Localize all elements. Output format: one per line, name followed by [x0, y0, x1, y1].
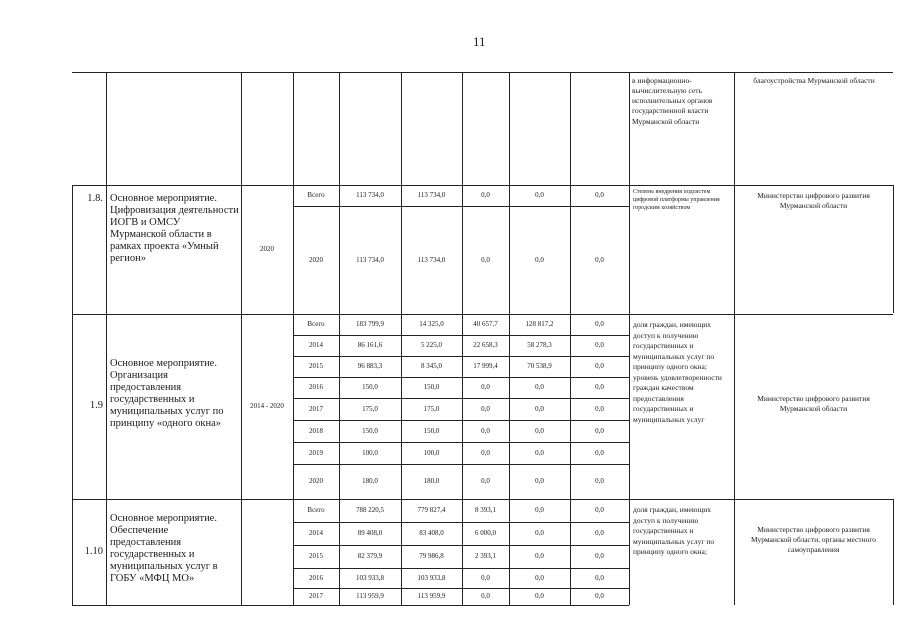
amount-cell: 103 933,8: [356, 573, 384, 582]
amount-cell: 0,0: [535, 255, 544, 264]
amount-cell: 8 393,1: [475, 506, 496, 515]
amount-cell: 0,0: [535, 426, 544, 435]
row-number: 1.8.: [87, 193, 103, 204]
col-line: [734, 72, 735, 605]
amount-cell: 0,0: [595, 506, 604, 515]
page-number: 11: [473, 34, 486, 49]
amount-cell: 113 959,9: [417, 592, 446, 601]
amount-cell: 0,0: [595, 552, 604, 561]
amount-cell: 0,0: [595, 255, 604, 264]
amount-cell: 113 734,0: [356, 255, 384, 264]
amount-cell: 128 817,2: [525, 320, 554, 329]
row-line: [72, 72, 629, 73]
col-line: [629, 72, 630, 605]
amount-cell: 0,0: [481, 404, 490, 413]
year-cell: 2016: [309, 573, 323, 582]
amount-cell: 0,0: [481, 383, 490, 392]
amount-cell: 40 657,7: [473, 320, 498, 329]
amount-cell: 0,0: [595, 592, 604, 601]
col-line: [106, 72, 107, 605]
amount-cell: 0,0: [481, 255, 490, 264]
year-cell: 2018: [309, 426, 323, 435]
amount-cell: 82 379,9: [357, 552, 383, 561]
amount-cell: 0,0: [595, 426, 604, 435]
amount-cell: 0,0: [535, 592, 544, 601]
amount-cell: 100,0: [423, 448, 440, 457]
year-cell: 2016: [309, 383, 323, 392]
row-line: [629, 72, 893, 73]
row-line: [72, 605, 629, 606]
amount-cell: 22 658,3: [473, 341, 498, 350]
amount-cell: 17 999,4: [473, 362, 498, 371]
activity-name: Основное мероприятие. Организация предоставления государственных и муниципальных услуг по принципу «одного окна»: [110, 358, 224, 430]
period: 2020: [260, 245, 274, 254]
amount-cell: 0,0: [535, 477, 544, 486]
amount-cell: 175,0: [423, 404, 440, 413]
amount-cell: 0,0: [535, 448, 544, 457]
amount-cell: 0,0: [481, 448, 490, 457]
amount-cell: 0,0: [595, 404, 604, 413]
amount-cell: 103 933,8: [417, 573, 446, 582]
year-cell: 2019: [309, 448, 323, 457]
amount-cell: 8 345,0: [421, 362, 442, 371]
indicator: доля граждан, имеющих доступ к получению государственных и муниципальных услуг по принципу одного окна; уровень удовлетворенности граждан качеством предоставления государственных и муниципальных услуг: [633, 320, 722, 424]
executor: Министерство цифрового развития Мурманской области: [757, 394, 870, 414]
col-line: [72, 185, 73, 605]
amount-cell: 58 278,3: [527, 341, 552, 350]
amount-cell: 86 161,6: [357, 341, 383, 350]
year-cell: Всего: [307, 506, 325, 515]
amount-cell: 150,0: [362, 383, 378, 392]
amount-cell: 150,0: [362, 426, 378, 435]
amount-cell: 100,0: [362, 448, 378, 457]
year-cell: 2017: [309, 592, 323, 601]
activity-name: Основное мероприятие. Цифровизация деятельности ИОГВ и ОМСУ Мурманской области в рамках проекта «Умный регион»: [110, 193, 239, 265]
prev-indicator: в информационно-вычислительную сеть исполнительных органов государственной власти Мурманской области: [632, 76, 713, 126]
amount-cell: 113 959,9: [356, 592, 384, 601]
amount-cell: 0,0: [535, 383, 544, 392]
amount-cell: 83 408,0: [419, 529, 444, 538]
activity-name: Основное мероприятие. Обеспечение предоставления государственных и муниципальных услуг в ГОБУ «МФЦ МО»: [110, 513, 218, 585]
amount-cell: 0,0: [535, 529, 544, 538]
amount-cell: 0,0: [595, 448, 604, 457]
year-cell: 2014: [309, 529, 323, 538]
amount-cell: 0,0: [595, 477, 604, 486]
amount-cell: 180,0: [362, 477, 378, 486]
prev-executor: благоустройства Мурманской области: [753, 76, 875, 85]
amount-cell: 0,0: [535, 506, 544, 515]
amount-cell: 96 883,3: [357, 362, 383, 371]
col-line: [893, 185, 894, 313]
amount-cell: 0,0: [535, 573, 544, 582]
amount-cell: 0,0: [595, 383, 604, 392]
amount-cell: 6 000,0: [475, 529, 496, 538]
executor: Министерство цифрового развития Мурманской области, органы местного самоуправления: [750, 525, 877, 555]
row-number: 1.10: [84, 545, 103, 557]
year-cell: 2017: [309, 404, 323, 413]
year-cell: 2015: [309, 552, 323, 561]
amount-cell: 0,0: [481, 477, 490, 486]
year-cell: 2015: [309, 362, 323, 371]
amount-cell: 0,0: [535, 552, 544, 561]
year-cell: 2020: [309, 477, 323, 486]
row-number: 1.9: [89, 400, 103, 412]
amount-cell: 0,0: [481, 426, 490, 435]
amount-cell: 0,0: [535, 191, 544, 200]
indicator: доля граждан, имеющих доступ к получению государственных и муниципальных услуг по принципу одного окна;: [633, 505, 715, 556]
amount-cell: 0,0: [481, 592, 490, 601]
year-cell: 2020: [309, 255, 323, 264]
amount-cell: 0,0: [595, 573, 604, 582]
amount-cell: 113 734,0: [417, 191, 446, 200]
amount-cell: 0,0: [535, 404, 544, 413]
amount-cell: 183 799,9: [356, 320, 384, 329]
amount-cell: 0,0: [481, 191, 490, 200]
amount-cell: 0,0: [595, 341, 604, 350]
amount-cell: 113 734,0: [417, 255, 446, 264]
executor: Министерство цифрового развития Мурманской области: [757, 191, 870, 211]
year-cell: 2014: [309, 341, 323, 350]
period: 2014 - 2020: [250, 402, 284, 411]
year-cell: Всего: [307, 191, 325, 200]
amount-cell: 150,0: [423, 383, 440, 392]
amount-cell: 0,0: [595, 362, 604, 371]
amount-cell: 5 225,0: [421, 341, 442, 350]
amount-cell: 175,0: [362, 404, 378, 413]
amount-cell: 779 827,4: [417, 506, 446, 515]
amount-cell: 70 538,9: [527, 362, 552, 371]
amount-cell: 0,0: [595, 320, 604, 329]
indicator: Степень внедрения подсистем цифровой платформы управления городским хозяйством: [633, 189, 720, 211]
amount-cell: 14 325,0: [419, 320, 444, 329]
year-cell: Всего: [307, 320, 325, 329]
amount-cell: 0,0: [481, 573, 490, 582]
amount-cell: 180,0: [423, 477, 440, 486]
amount-cell: 0,0: [595, 191, 604, 200]
col-line: [893, 499, 894, 605]
amount-cell: 0,0: [595, 529, 604, 538]
amount-cell: 788 220,5: [356, 506, 384, 515]
amount-cell: 113 734,0: [356, 191, 384, 200]
amount-cell: 2 393,1: [475, 552, 496, 561]
amount-cell: 150,0: [423, 426, 440, 435]
amount-cell: 89 408,0: [357, 529, 383, 538]
amount-cell: 79 986,8: [419, 552, 444, 561]
